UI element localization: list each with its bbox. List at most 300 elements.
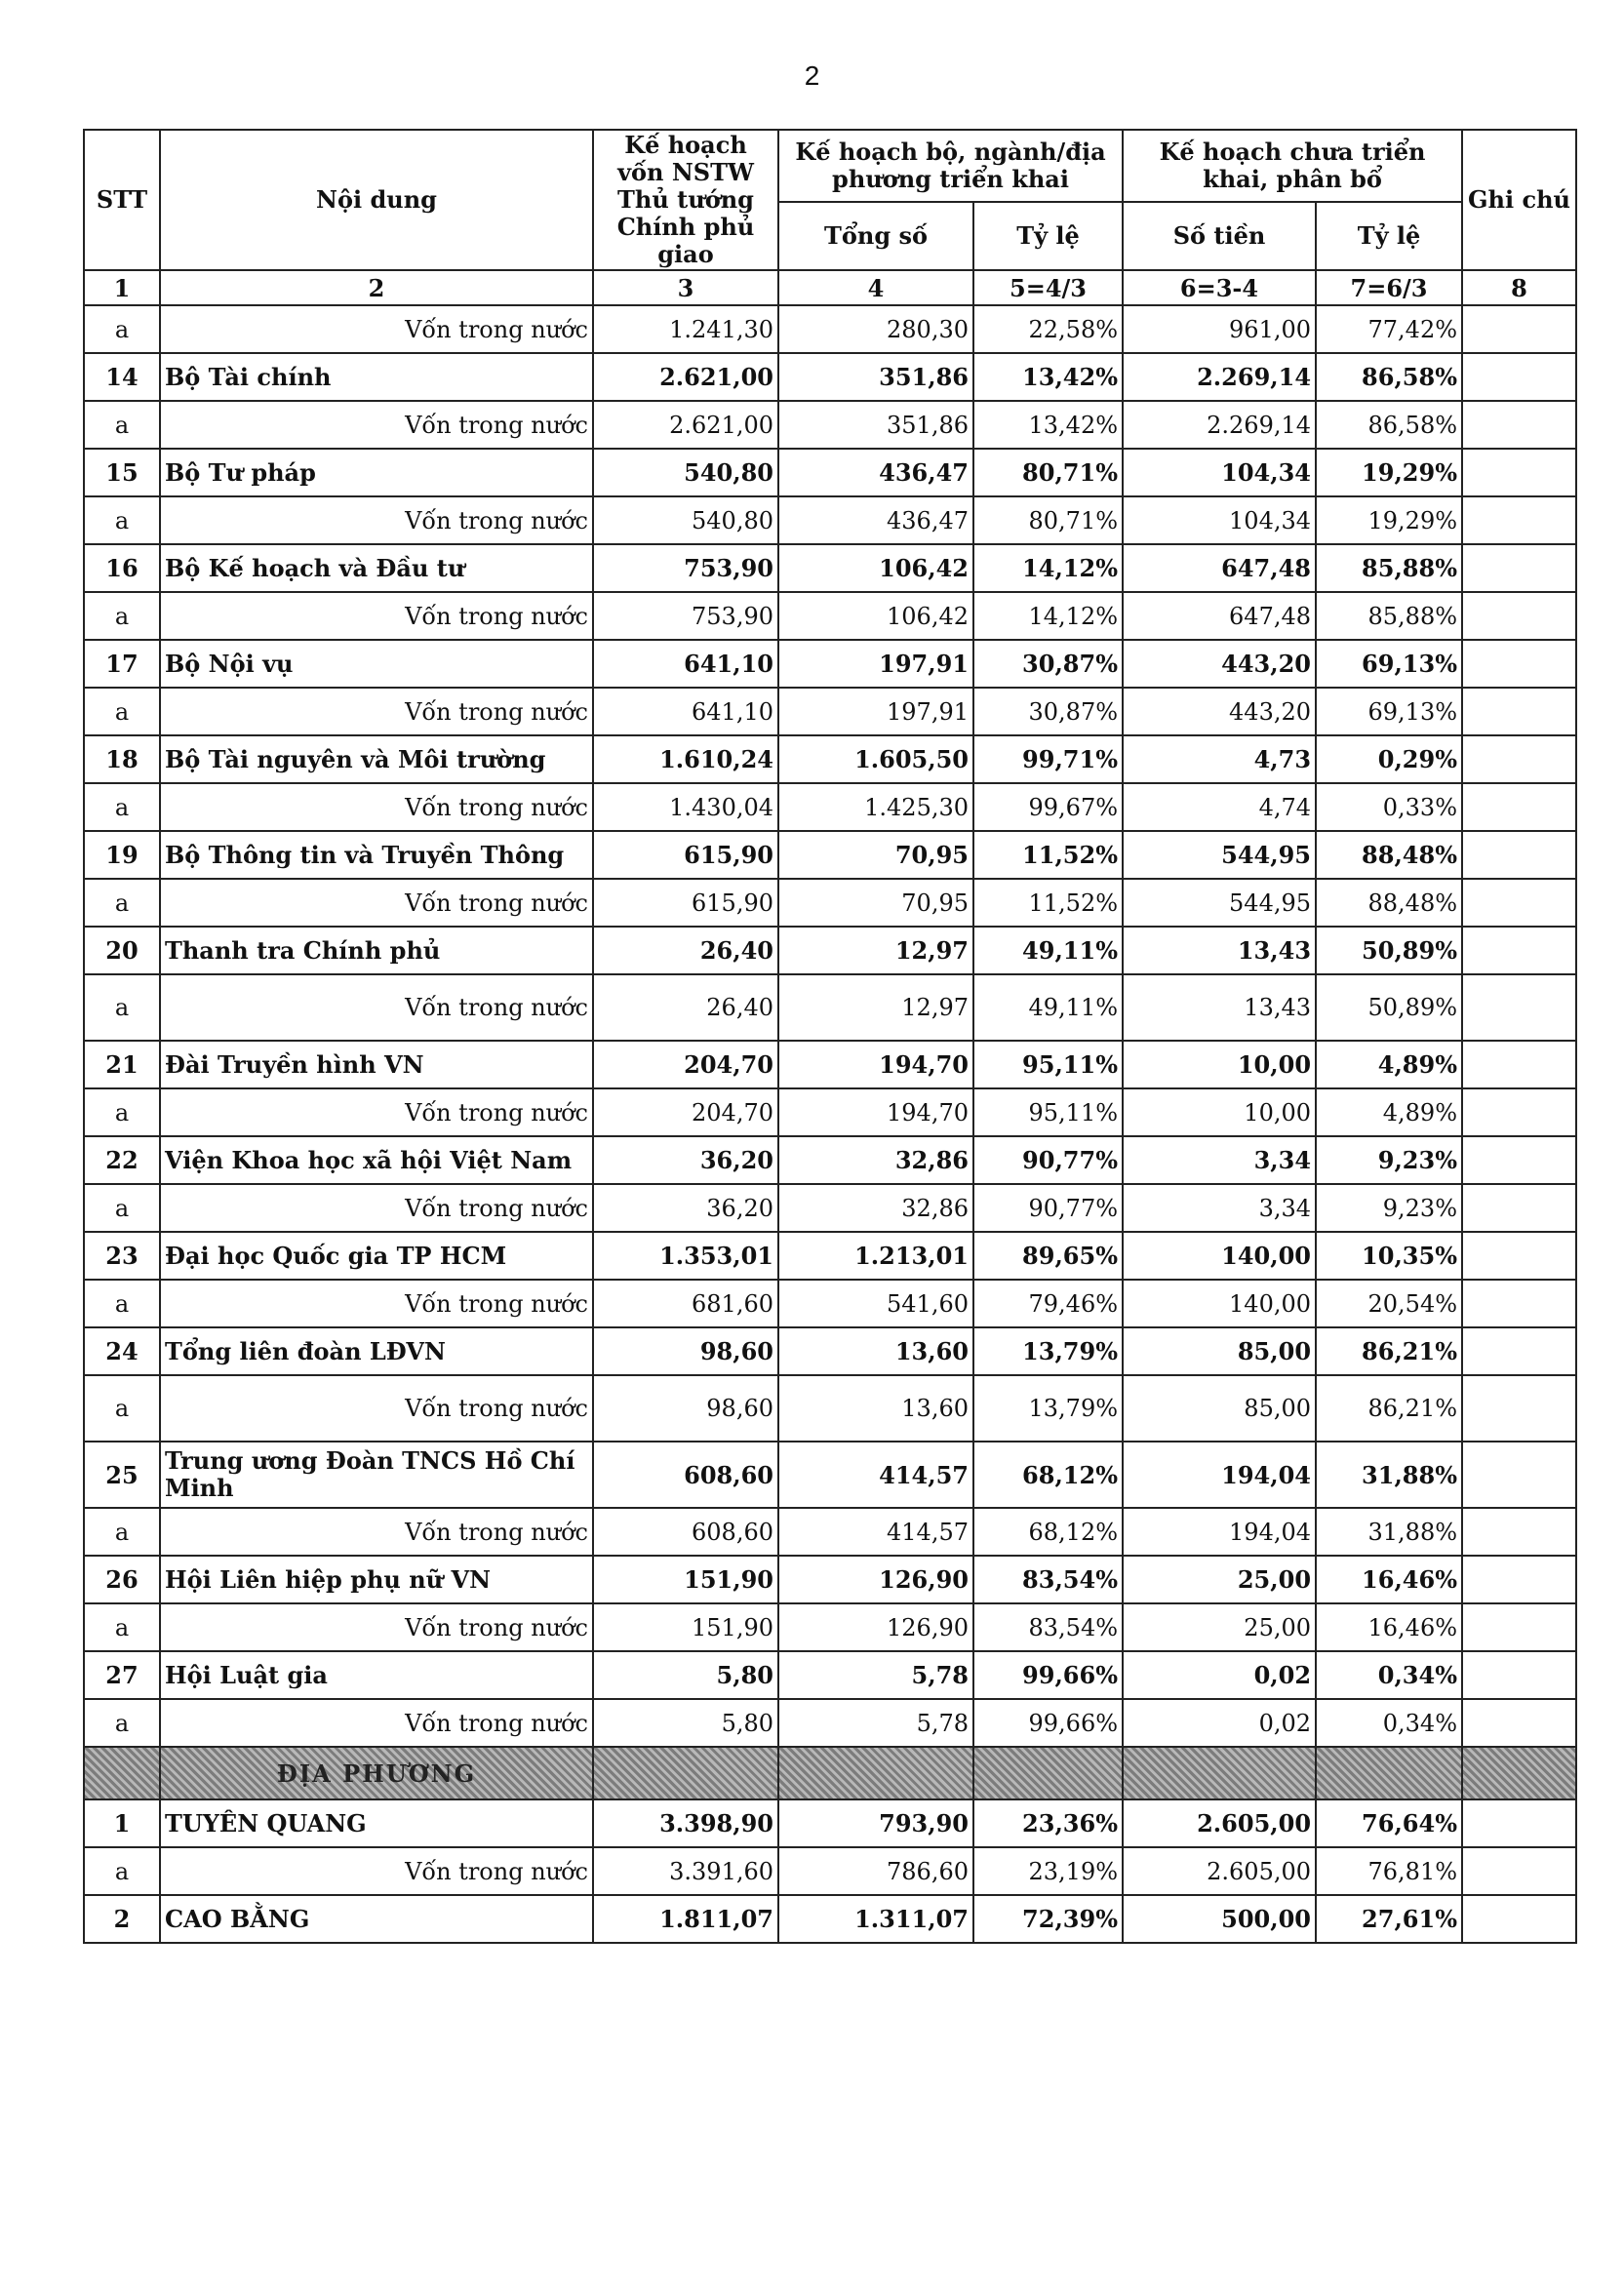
- row-total-value: 436,47: [778, 496, 973, 544]
- row-note: [1462, 1556, 1576, 1603]
- header-implemented: Kế hoạch bộ, ngành/địa phương triển khai: [778, 130, 1123, 202]
- row-name: Đài Truyền hình VN: [160, 1041, 593, 1088]
- row-total-value: 541,60: [778, 1280, 973, 1327]
- header-amount: Số tiền: [1123, 202, 1316, 270]
- row-ratio-value: 80,71%: [973, 496, 1123, 544]
- row-name: Vốn trong nước: [160, 401, 593, 449]
- header-not-implemented: Kế hoạch chưa triển khai, phân bổ: [1123, 130, 1462, 202]
- row-remaining-amount: 2.269,14: [1123, 401, 1316, 449]
- row-note: [1462, 831, 1576, 879]
- section-cell: [593, 1747, 778, 1799]
- row-total-value: 106,42: [778, 544, 973, 592]
- row-ratio-value: 68,12%: [973, 1442, 1123, 1508]
- row-plan-value: 1.811,07: [593, 1895, 778, 1943]
- subtotal-row: [84, 1603, 1576, 1651]
- row-note: [1462, 449, 1576, 496]
- row-ratio-value: 80,71%: [973, 449, 1123, 496]
- row-plan-value: 2.621,00: [593, 353, 778, 401]
- row-note: [1462, 1280, 1576, 1327]
- row-plan-value: 1.610,24: [593, 735, 778, 783]
- row-ratio-value: 90,77%: [973, 1136, 1123, 1184]
- row-note: [1462, 735, 1576, 783]
- row-total-value: 197,91: [778, 688, 973, 735]
- row-total-value: 351,86: [778, 401, 973, 449]
- row-note: [1462, 688, 1576, 735]
- row-stt: 17: [84, 640, 160, 688]
- row-total-value: 1.605,50: [778, 735, 973, 783]
- row-ratio-value: 90,77%: [973, 1184, 1123, 1232]
- row-ratio-value: 99,67%: [973, 783, 1123, 831]
- row-remaining-ratio: 31,88%: [1316, 1442, 1462, 1508]
- row-name: Vốn trong nước: [160, 1603, 593, 1651]
- row-remaining-amount: 0,02: [1123, 1651, 1316, 1699]
- subtotal-row: [84, 401, 1576, 449]
- row-stt: a: [84, 1508, 160, 1556]
- row-remaining-ratio: 31,88%: [1316, 1508, 1462, 1556]
- row-ratio-value: 49,11%: [973, 974, 1123, 1041]
- row-total-value: 126,90: [778, 1556, 973, 1603]
- section-cell: [1316, 1747, 1462, 1799]
- row-remaining-ratio: 86,21%: [1316, 1375, 1462, 1442]
- row-stt: 23: [84, 1232, 160, 1280]
- row-ratio-value: 83,54%: [973, 1603, 1123, 1651]
- row-ratio-value: 72,39%: [973, 1895, 1123, 1943]
- row-note: [1462, 1232, 1576, 1280]
- column-number: 5=4/3: [973, 270, 1123, 305]
- row-plan-value: 5,80: [593, 1699, 778, 1747]
- row-remaining-amount: 4,73: [1123, 735, 1316, 783]
- row-stt: 24: [84, 1327, 160, 1375]
- subtotal-row: [84, 974, 1576, 1041]
- agency-row: [84, 449, 1576, 496]
- row-ratio-value: 22,58%: [973, 305, 1123, 353]
- row-plan-value: 753,90: [593, 592, 778, 640]
- row-note: [1462, 305, 1576, 353]
- row-plan-value: 151,90: [593, 1603, 778, 1651]
- row-note: [1462, 1136, 1576, 1184]
- row-ratio-value: 14,12%: [973, 592, 1123, 640]
- row-plan-value: 641,10: [593, 640, 778, 688]
- row-name: Vốn trong nước: [160, 1699, 593, 1747]
- row-name: Bộ Kế hoạch và Đầu tư: [160, 544, 593, 592]
- row-total-value: 414,57: [778, 1442, 973, 1508]
- budget-table: [83, 129, 1577, 1944]
- row-total-value: 786,60: [778, 1847, 973, 1895]
- row-stt: a: [84, 401, 160, 449]
- row-name: Bộ Tài nguyên và Môi trường: [160, 735, 593, 783]
- row-name: Vốn trong nước: [160, 974, 593, 1041]
- header-total: Tổng số: [778, 202, 973, 270]
- row-remaining-ratio: 86,58%: [1316, 401, 1462, 449]
- row-remaining-ratio: 69,13%: [1316, 640, 1462, 688]
- row-remaining-ratio: 19,29%: [1316, 449, 1462, 496]
- row-ratio-value: 30,87%: [973, 688, 1123, 735]
- row-plan-value: 26,40: [593, 974, 778, 1041]
- row-name: Hội Luật gia: [160, 1651, 593, 1699]
- row-remaining-ratio: 69,13%: [1316, 688, 1462, 735]
- row-remaining-amount: 4,74: [1123, 783, 1316, 831]
- row-remaining-amount: 13,43: [1123, 927, 1316, 974]
- row-total-value: 32,86: [778, 1136, 973, 1184]
- subtotal-row: [84, 783, 1576, 831]
- row-stt: 26: [84, 1556, 160, 1603]
- row-name: Bộ Thông tin và Truyền Thông: [160, 831, 593, 879]
- row-plan-value: 3.391,60: [593, 1847, 778, 1895]
- row-note: [1462, 1895, 1576, 1943]
- header-ratio: Tỷ lệ: [973, 202, 1123, 270]
- row-remaining-amount: 104,34: [1123, 496, 1316, 544]
- subtotal-row: [84, 1847, 1576, 1895]
- row-remaining-ratio: 50,89%: [1316, 927, 1462, 974]
- row-plan-value: 641,10: [593, 688, 778, 735]
- row-name: Vốn trong nước: [160, 1847, 593, 1895]
- row-name: Vốn trong nước: [160, 1375, 593, 1442]
- row-stt: a: [84, 783, 160, 831]
- row-remaining-ratio: 86,58%: [1316, 353, 1462, 401]
- row-remaining-amount: 104,34: [1123, 449, 1316, 496]
- row-remaining-amount: 3,34: [1123, 1184, 1316, 1232]
- subtotal-row: [84, 592, 1576, 640]
- row-note: [1462, 592, 1576, 640]
- row-plan-value: 681,60: [593, 1280, 778, 1327]
- row-total-value: 13,60: [778, 1327, 973, 1375]
- row-plan-value: 608,60: [593, 1508, 778, 1556]
- section-cell: [1462, 1747, 1576, 1799]
- row-total-value: 5,78: [778, 1699, 973, 1747]
- row-stt: a: [84, 1699, 160, 1747]
- row-name: Hội Liên hiệp phụ nữ VN: [160, 1556, 593, 1603]
- row-remaining-amount: 3,34: [1123, 1136, 1316, 1184]
- row-name: Vốn trong nước: [160, 1184, 593, 1232]
- subtotal-row: [84, 879, 1576, 927]
- row-total-value: 414,57: [778, 1508, 973, 1556]
- row-plan-value: 36,20: [593, 1136, 778, 1184]
- row-plan-value: 98,60: [593, 1375, 778, 1442]
- row-name: Trung ương Đoàn TNCS Hồ Chí Minh: [160, 1442, 593, 1508]
- row-plan-value: 2.621,00: [593, 401, 778, 449]
- row-plan-value: 608,60: [593, 1442, 778, 1508]
- row-stt: a: [84, 1603, 160, 1651]
- row-note: [1462, 1651, 1576, 1699]
- agency-row: [84, 1327, 1576, 1375]
- row-remaining-ratio: 77,42%: [1316, 305, 1462, 353]
- row-remaining-ratio: 50,89%: [1316, 974, 1462, 1041]
- subtotal-row: [84, 1699, 1576, 1747]
- row-remaining-amount: 647,48: [1123, 544, 1316, 592]
- row-total-value: 106,42: [778, 592, 973, 640]
- row-plan-value: 1.353,01: [593, 1232, 778, 1280]
- row-stt: a: [84, 1280, 160, 1327]
- row-stt: a: [84, 1375, 160, 1442]
- column-number: 4: [778, 270, 973, 305]
- row-plan-value: 98,60: [593, 1327, 778, 1375]
- column-number-row: [84, 270, 1576, 305]
- column-number: 2: [160, 270, 593, 305]
- row-plan-value: 540,80: [593, 449, 778, 496]
- row-remaining-ratio: 76,64%: [1316, 1799, 1462, 1847]
- agency-row: [84, 1136, 1576, 1184]
- row-remaining-ratio: 88,48%: [1316, 879, 1462, 927]
- row-ratio-value: 49,11%: [973, 927, 1123, 974]
- row-plan-value: 615,90: [593, 831, 778, 879]
- row-remaining-ratio: 86,21%: [1316, 1327, 1462, 1375]
- row-ratio-value: 99,71%: [973, 735, 1123, 783]
- row-stt: 19: [84, 831, 160, 879]
- row-name: Vốn trong nước: [160, 1280, 593, 1327]
- column-number: 1: [84, 270, 160, 305]
- agency-row: [84, 544, 1576, 592]
- row-ratio-value: 11,52%: [973, 831, 1123, 879]
- row-name: CAO BẰNG: [160, 1895, 593, 1943]
- row-remaining-amount: 85,00: [1123, 1327, 1316, 1375]
- row-total-value: 194,70: [778, 1088, 973, 1136]
- row-ratio-value: 13,79%: [973, 1375, 1123, 1442]
- row-remaining-ratio: 10,35%: [1316, 1232, 1462, 1280]
- row-plan-value: 1.430,04: [593, 783, 778, 831]
- subtotal-row: [84, 1280, 1576, 1327]
- header-ratio-remaining: Tỷ lệ: [1316, 202, 1462, 270]
- row-note: [1462, 1847, 1576, 1895]
- row-stt: 16: [84, 544, 160, 592]
- row-total-value: 197,91: [778, 640, 973, 688]
- agency-row: [84, 1799, 1576, 1847]
- column-number: 3: [593, 270, 778, 305]
- table-body: [84, 305, 1576, 1943]
- row-note: [1462, 544, 1576, 592]
- agency-row: [84, 1041, 1576, 1088]
- row-remaining-amount: 194,04: [1123, 1508, 1316, 1556]
- row-stt: 14: [84, 353, 160, 401]
- row-remaining-amount: 2.605,00: [1123, 1847, 1316, 1895]
- row-stt: 15: [84, 449, 160, 496]
- row-note: [1462, 640, 1576, 688]
- row-remaining-ratio: 0,33%: [1316, 783, 1462, 831]
- row-remaining-ratio: 27,61%: [1316, 1895, 1462, 1943]
- header-stt: STT: [84, 130, 160, 270]
- header-plan-ttcp: Kế hoạch vốn NSTW Thủ tướng Chính phủ giao: [593, 130, 778, 270]
- subtotal-row: [84, 1508, 1576, 1556]
- row-remaining-ratio: 76,81%: [1316, 1847, 1462, 1895]
- row-remaining-amount: 544,95: [1123, 831, 1316, 879]
- row-note: [1462, 353, 1576, 401]
- agency-row: [84, 1556, 1576, 1603]
- section-label: ĐỊA PHƯƠNG: [160, 1747, 593, 1799]
- row-total-value: 194,70: [778, 1041, 973, 1088]
- row-note: [1462, 401, 1576, 449]
- row-plan-value: 151,90: [593, 1556, 778, 1603]
- row-total-value: 351,86: [778, 353, 973, 401]
- row-remaining-ratio: 16,46%: [1316, 1556, 1462, 1603]
- row-remaining-amount: 10,00: [1123, 1088, 1316, 1136]
- row-remaining-amount: 443,20: [1123, 688, 1316, 735]
- row-total-value: 5,78: [778, 1651, 973, 1699]
- agency-row: [84, 1442, 1576, 1508]
- row-note: [1462, 1184, 1576, 1232]
- row-ratio-value: 89,65%: [973, 1232, 1123, 1280]
- row-stt: a: [84, 974, 160, 1041]
- row-name: Vốn trong nước: [160, 305, 593, 353]
- row-ratio-value: 13,42%: [973, 353, 1123, 401]
- header-note: Ghi chú: [1462, 130, 1576, 270]
- row-note: [1462, 879, 1576, 927]
- subtotal-row: [84, 496, 1576, 544]
- row-name: Đại học Quốc gia TP HCM: [160, 1232, 593, 1280]
- row-stt: 2: [84, 1895, 160, 1943]
- row-total-value: 1.311,07: [778, 1895, 973, 1943]
- row-plan-value: 615,90: [593, 879, 778, 927]
- row-plan-value: 204,70: [593, 1041, 778, 1088]
- row-remaining-ratio: 9,23%: [1316, 1136, 1462, 1184]
- row-note: [1462, 1699, 1576, 1747]
- row-ratio-value: 11,52%: [973, 879, 1123, 927]
- row-remaining-amount: 961,00: [1123, 305, 1316, 353]
- row-remaining-ratio: 4,89%: [1316, 1041, 1462, 1088]
- row-name: Vốn trong nước: [160, 592, 593, 640]
- agency-row: [84, 1232, 1576, 1280]
- row-remaining-amount: 194,04: [1123, 1442, 1316, 1508]
- row-note: [1462, 974, 1576, 1041]
- row-total-value: 12,97: [778, 974, 973, 1041]
- row-remaining-ratio: 88,48%: [1316, 831, 1462, 879]
- row-remaining-amount: 13,43: [1123, 974, 1316, 1041]
- row-note: [1462, 1041, 1576, 1088]
- row-name: TUYÊN QUANG: [160, 1799, 593, 1847]
- row-plan-value: 540,80: [593, 496, 778, 544]
- row-remaining-amount: 140,00: [1123, 1280, 1316, 1327]
- row-ratio-value: 99,66%: [973, 1651, 1123, 1699]
- row-note: [1462, 927, 1576, 974]
- row-remaining-ratio: 19,29%: [1316, 496, 1462, 544]
- column-number: 8: [1462, 270, 1576, 305]
- subtotal-row: [84, 1375, 1576, 1442]
- row-stt: 21: [84, 1041, 160, 1088]
- row-stt: a: [84, 879, 160, 927]
- column-number: 7=6/3: [1316, 270, 1462, 305]
- row-stt: 20: [84, 927, 160, 974]
- row-total-value: 126,90: [778, 1603, 973, 1651]
- row-note: [1462, 1088, 1576, 1136]
- row-remaining-ratio: 0,34%: [1316, 1699, 1462, 1747]
- row-remaining-amount: 647,48: [1123, 592, 1316, 640]
- row-plan-value: 1.241,30: [593, 305, 778, 353]
- subtotal-row: [84, 688, 1576, 735]
- subtotal-row: [84, 1088, 1576, 1136]
- agency-row: [84, 831, 1576, 879]
- agency-row: [84, 640, 1576, 688]
- section-row: [84, 1747, 1576, 1799]
- row-ratio-value: 13,42%: [973, 401, 1123, 449]
- row-note: [1462, 1442, 1576, 1508]
- row-total-value: 12,97: [778, 927, 973, 974]
- subtotal-row: [84, 1184, 1576, 1232]
- row-plan-value: 204,70: [593, 1088, 778, 1136]
- row-remaining-amount: 140,00: [1123, 1232, 1316, 1280]
- row-ratio-value: 30,87%: [973, 640, 1123, 688]
- row-name: Bộ Tư pháp: [160, 449, 593, 496]
- agency-row: [84, 353, 1576, 401]
- page-number: 2: [804, 60, 820, 91]
- row-note: [1462, 783, 1576, 831]
- row-remaining-amount: 25,00: [1123, 1603, 1316, 1651]
- row-remaining-amount: 0,02: [1123, 1699, 1316, 1747]
- row-remaining-ratio: 9,23%: [1316, 1184, 1462, 1232]
- row-name: Vốn trong nước: [160, 1088, 593, 1136]
- row-remaining-amount: 25,00: [1123, 1556, 1316, 1603]
- row-ratio-value: 68,12%: [973, 1508, 1123, 1556]
- row-stt: 1: [84, 1799, 160, 1847]
- row-remaining-amount: 443,20: [1123, 640, 1316, 688]
- row-total-value: 793,90: [778, 1799, 973, 1847]
- row-stt: 27: [84, 1651, 160, 1699]
- row-note: [1462, 1508, 1576, 1556]
- row-name: Thanh tra Chính phủ: [160, 927, 593, 974]
- row-remaining-amount: 2.605,00: [1123, 1799, 1316, 1847]
- row-plan-value: 26,40: [593, 927, 778, 974]
- row-name: Bộ Tài chính: [160, 353, 593, 401]
- section-cell: [973, 1747, 1123, 1799]
- row-note: [1462, 496, 1576, 544]
- row-total-value: 280,30: [778, 305, 973, 353]
- row-ratio-value: 83,54%: [973, 1556, 1123, 1603]
- row-stt: 18: [84, 735, 160, 783]
- row-stt: a: [84, 1088, 160, 1136]
- row-name: Bộ Nội vụ: [160, 640, 593, 688]
- row-total-value: 1.425,30: [778, 783, 973, 831]
- row-stt: 22: [84, 1136, 160, 1184]
- row-total-value: 1.213,01: [778, 1232, 973, 1280]
- row-ratio-value: 95,11%: [973, 1041, 1123, 1088]
- row-total-value: 436,47: [778, 449, 973, 496]
- row-ratio-value: 14,12%: [973, 544, 1123, 592]
- row-ratio-value: 13,79%: [973, 1327, 1123, 1375]
- header-content: Nội dung: [160, 130, 593, 270]
- row-plan-value: 3.398,90: [593, 1799, 778, 1847]
- row-total-value: 70,95: [778, 879, 973, 927]
- row-remaining-ratio: 85,88%: [1316, 544, 1462, 592]
- row-remaining-amount: 2.269,14: [1123, 353, 1316, 401]
- row-name: Viện Khoa học xã hội Việt Nam: [160, 1136, 593, 1184]
- row-remaining-ratio: 16,46%: [1316, 1603, 1462, 1651]
- row-remaining-ratio: 4,89%: [1316, 1088, 1462, 1136]
- row-total-value: 13,60: [778, 1375, 973, 1442]
- row-plan-value: 36,20: [593, 1184, 778, 1232]
- row-stt: a: [84, 496, 160, 544]
- row-remaining-ratio: 85,88%: [1316, 592, 1462, 640]
- row-ratio-value: 79,46%: [973, 1280, 1123, 1327]
- row-name: Vốn trong nước: [160, 783, 593, 831]
- column-number: 6=3-4: [1123, 270, 1316, 305]
- row-remaining-ratio: 0,29%: [1316, 735, 1462, 783]
- row-name: Vốn trong nước: [160, 879, 593, 927]
- row-stt: a: [84, 688, 160, 735]
- row-note: [1462, 1799, 1576, 1847]
- section-cell: [1123, 1747, 1316, 1799]
- section-cell: [778, 1747, 973, 1799]
- row-name: Tổng liên đoàn LĐVN: [160, 1327, 593, 1375]
- row-stt: a: [84, 1184, 160, 1232]
- row-total-value: 70,95: [778, 831, 973, 879]
- agency-row: [84, 1651, 1576, 1699]
- row-remaining-amount: 85,00: [1123, 1375, 1316, 1442]
- row-stt: a: [84, 305, 160, 353]
- row-ratio-value: 23,36%: [973, 1799, 1123, 1847]
- row-remaining-amount: 10,00: [1123, 1041, 1316, 1088]
- row-stt: a: [84, 1847, 160, 1895]
- row-plan-value: 5,80: [593, 1651, 778, 1699]
- agency-row: [84, 927, 1576, 974]
- agency-row: [84, 735, 1576, 783]
- row-name: Vốn trong nước: [160, 688, 593, 735]
